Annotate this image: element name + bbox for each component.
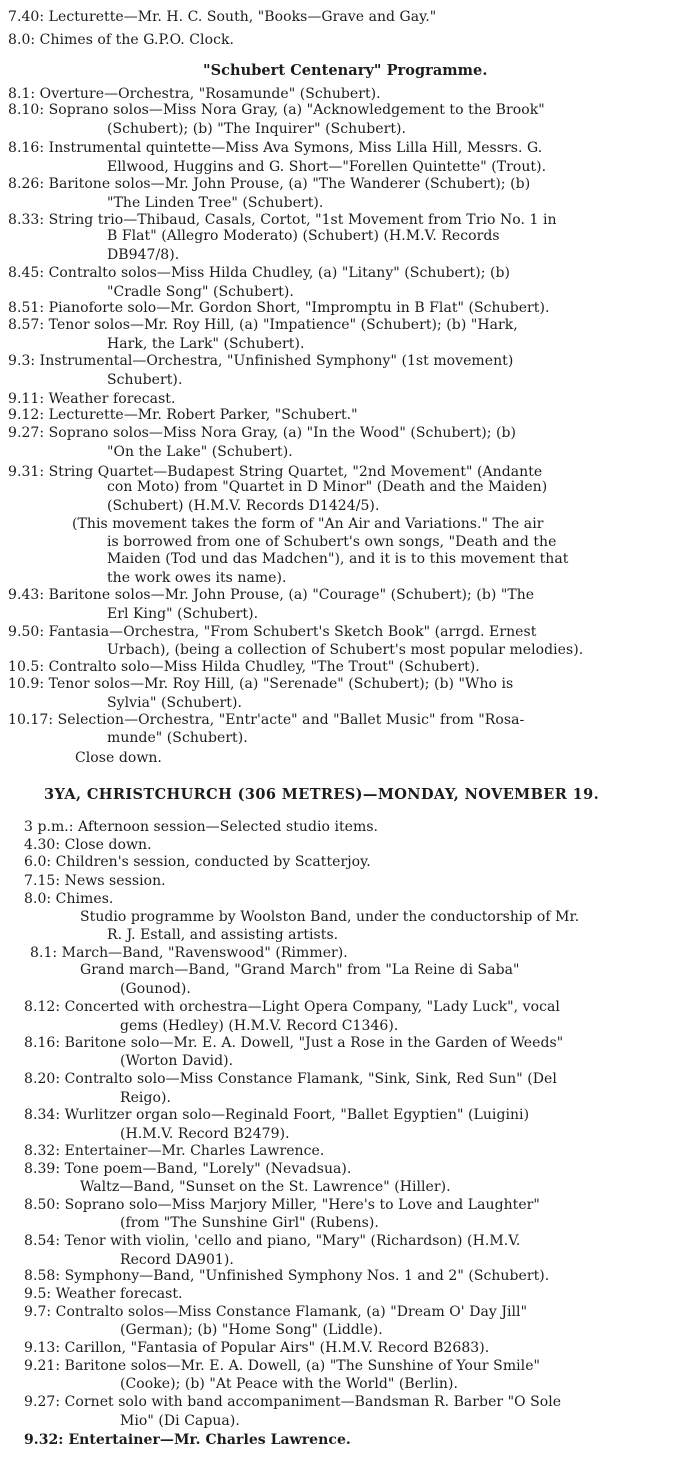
programme-line: 8.33: String trio—Thibaud, Casals, Cortot, "1st Movement from Trio No. 1 in [8,212,557,228]
programme-line: (German); (b) "Home Song" (Liddle). [120,1322,383,1338]
programme-line: 8.51: Pianoforte solo—Mr. Gordon Short, "Impromptu in B Flat" (Schubert). [8,300,550,316]
programme-line: 8.16: Baritone solo—Mr. E. A. Dowell, "Just a Rose in the Garden of Weeds" [24,1035,564,1051]
programme-line: "Cradle Song" (Schubert). [107,284,294,300]
programme-line: 9.11: Weather forecast. [8,391,176,407]
programme-line: (Worton David). [120,1053,234,1069]
programme-line: 8.45: Contralto solos—Miss Hilda Chudley, (a) "Litany" (Schubert); (b) [8,265,511,281]
programme-line: 9.3: Instrumental—Orchestra, "Unfinished Symphony" (1st movement) [8,353,514,369]
programme-line: B Flat" (Allegro Moderato) (Schubert) (H.M.V. Records [107,228,500,244]
programme-line: Grand march—Band, "Grand March" from "La Reine di Saba" [80,962,520,978]
programme-line: 8.26: Baritone solos—Mr. John Prouse, (a) "The Wanderer (Schubert); (b) [8,176,531,192]
programme-line: 9.12: Lecturette—Mr. Robert Parker, "Schubert." [8,407,358,423]
programme-line: Urbach), (being a collection of Schubert's most popular melodies). [107,642,584,658]
programme-line: "On the Lake" (Schubert). [107,444,293,460]
programme-line: 8.16: Instrumental quintette—Miss Ava Symons, Miss Lilla Hill, Messrs. G. [8,140,543,156]
programme-line: 8.50: Soprano solo—Miss Marjory Miller, "Here's to Love and Laughter" [24,1197,540,1213]
programme-line: 8.39: Tone poem—Band, "Lorely" (Nevadsua). [24,1161,352,1177]
programme-line: the work owes its name). [107,570,287,586]
programme-line: Hark, the Lark" (Schubert). [107,336,305,352]
programme-line: munde" (Schubert). [107,730,248,746]
programme-line: (from "The Sunshine Girl" (Rubens). [120,1215,379,1231]
programme-line: 8.20: Contralto solo—Miss Constance Flamank, "Sink, Sink, Red Sun" (Del [24,1071,557,1087]
programme-line: (Schubert); (b) "The Inquirer" (Schubert). [107,121,407,137]
programme-line: Waltz—Band, "Sunset on the St. Lawrence" (Hiller). [80,1179,451,1195]
programme-line: Record DA901). [120,1252,234,1268]
programme-line: Schubert). [107,372,183,388]
programme-line: R. J. Estall, and assisting artists. [107,927,339,943]
programme-line: 8.34: Wurlitzer organ solo—Reginald Foort, "Ballet Egyptien" (Luigini) [24,1107,530,1123]
programme-line: "The Linden Tree" (Schubert). [107,195,324,211]
programme-line: is borrowed from one of Schubert's own songs, "Death and the [107,534,557,550]
programme-line: 9.31: String Quartet—Budapest String Quartet, "2nd Movement" (Andante [8,464,543,480]
programme-line: 9.27: Soprano solos—Miss Nora Gray, (a) "In the Wood" (Schubert); (b) [8,425,517,441]
programme-line: 9.27: Cornet solo with band accompaniment—Bandsman R. Barber "O Sole [24,1394,562,1410]
programme-line: 8.0: Chimes of the G.P.O. Clock. [8,32,234,48]
programme-line: 9.43: Baritone solos—Mr. John Prouse, (a) "Courage" (Schubert); (b) "The [8,587,535,603]
programme-line: Ellwood, Huggins and G. Short—"Forellen Quintette" (Trout). [107,159,547,175]
programme-line: Erl King" (Schubert). [107,606,259,622]
programme-line: (Gounod). [120,981,191,997]
programme-line: Sylvia" (Schubert). [107,695,242,711]
programme-line: 8.54: Tenor with violin, 'cello and piano, "Mary" (Richardson) (H.M.V. [24,1233,521,1249]
programme-line: 8.58: Symphony—Band, "Unfinished Symphony Nos. 1 and 2" (Schubert). [24,1268,550,1284]
programme-line: 9.13: Carillon, "Fantasia of Popular Airs" (H.M.V. Record B2683). [24,1340,490,1356]
programme-line: DB947/8). [107,247,180,263]
programme-line: 10.5: Contralto solo—Miss Hilda Chudley, "The Trout" (Schubert). [8,659,480,675]
programme-line: 10.17: Selection—Orchestra, "Entr'acte" and "Ballet Music" from "Rosa- [8,712,525,728]
programme-line: (This movement takes the form of "An Air and Variations." The air [72,516,544,532]
christchurch-3ya-heading: 3YA, CHRISTCHURCH (306 METRES)—MONDAY, NOVEMBER 19. [44,786,600,803]
programme-line: 4.30: Close down. [24,837,152,853]
programme-line: 8.10: Soprano solos—Miss Nora Gray, (a) "Acknowledgement to the Brook" [8,102,545,118]
programme-line: (Cooke); (b) "At Peace with the World" (Berlin). [120,1376,458,1392]
programme-line: 8.57: Tenor solos—Mr. Roy Hill, (a) "Impatience" (Schubert); (b) "Hark, [8,317,518,333]
programme-line: Mio" (Di Capua). [120,1413,240,1429]
programme-line: 9.21: Baritone solos—Mr. E. A. Dowell, (a) "The Sunshine of Your Smile" [24,1358,541,1374]
programme-line: 8.1: Overture—Orchestra, "Rosamunde" (Schubert). [8,86,381,102]
programme-line: 8.32: Entertainer—Mr. Charles Lawrence. [24,1143,325,1159]
programme-line: 9.50: Fantasia—Orchestra, "From Schubert's Sketch Book" (arrgd. Ernest [8,624,537,640]
programme-line: 6.0: Children's session, conducted by Scatterjoy. [24,854,371,870]
programme-line: 7.15: News session. [24,873,166,889]
programme-line: 9.32: Entertainer—Mr. Charles Lawrence. [24,1432,351,1448]
programme-line: 8.0: Chimes. [24,891,114,907]
programme-line: 10.9: Tenor solos—Mr. Roy Hill, (a) "Serenade" (Schubert); (b) "Who is [8,676,514,692]
programme-line: Studio programme by Woolston Band, under the conductorship of Mr. [80,909,580,925]
programme-line: (Schubert) (H.M.V. Records D1424/5). [107,498,380,514]
programme-line: 7.40: Lecturette—Mr. H. C. South, "Books—Grave and Gay." [8,9,437,25]
programme-line: con Moto) from "Quartet in D Minor" (Death and the Maiden) [107,479,548,495]
programme-line: 9.5: Weather forecast. [24,1286,183,1302]
programme-line: 9.7: Contralto solos—Miss Constance Flamank, (a) "Dream O' Day Jill" [24,1304,528,1320]
programme-line: (H.M.V. Record B2479). [120,1126,290,1142]
programme-line: 8.12: Concerted with orchestra—Light Opera Company, "Lady Luck", vocal [24,999,560,1015]
programme-line: Reigo). [120,1090,171,1106]
schubert-programme-heading: "Schubert Centenary" Programme. [203,62,488,79]
programme-line: 8.1: March—Band, "Ravenswood" (Rimmer). [30,945,348,961]
programme-line: gems (Hedley) (H.M.V. Record C1346). [120,1018,399,1034]
programme-line: 3 p.m.: Afternoon session—Selected studio items. [24,819,379,835]
programme-line: Maiden (Tod und das Madchen"), and it is to this movement that [107,551,569,567]
programme-line: Close down. [75,750,162,766]
